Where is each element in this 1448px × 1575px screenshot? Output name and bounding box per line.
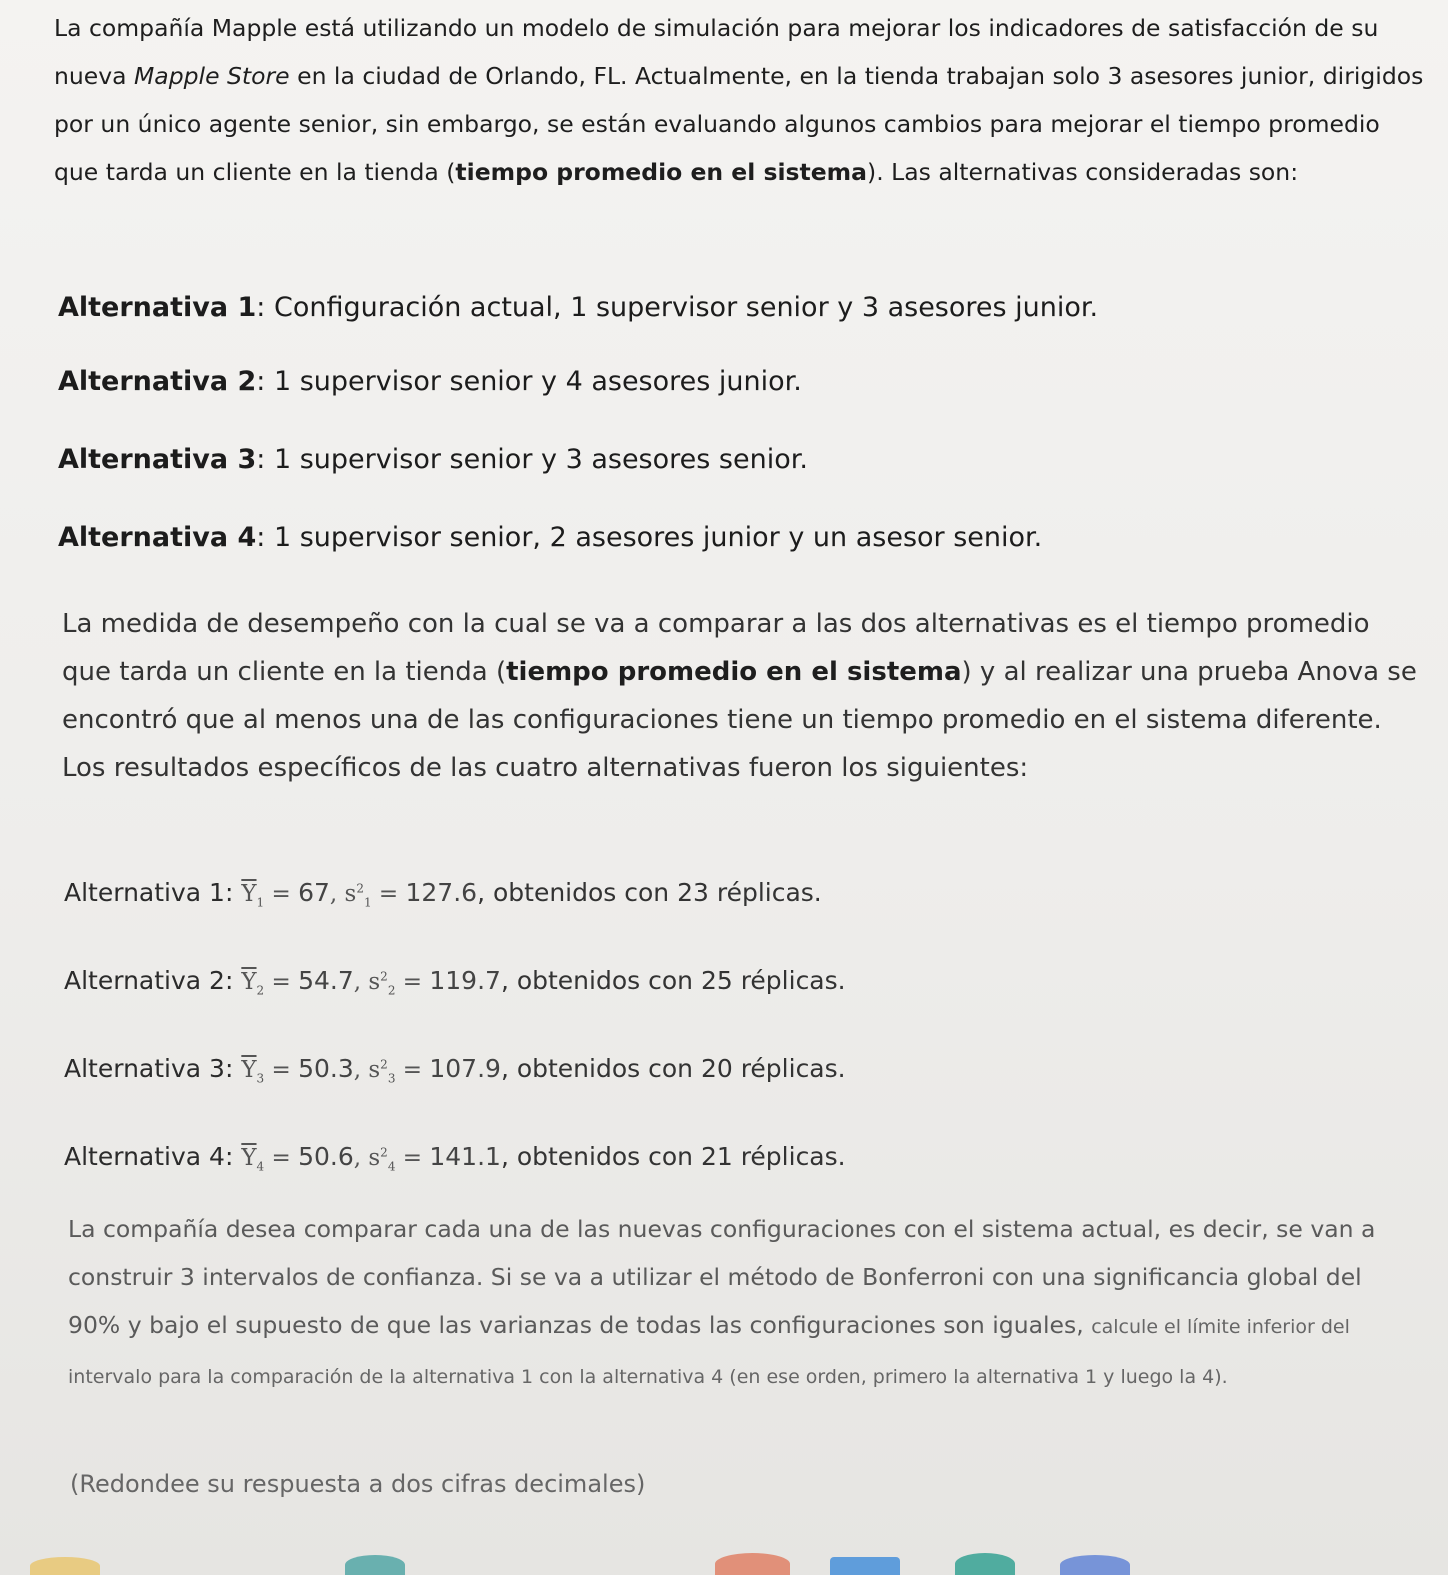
result-4: Alternativa 4: $\overline{Y}_4 = 50.6$, $s^2_4 = 141.1$, obtenidos con 21 réplicas.	[64, 1142, 846, 1174]
intro-bold: tiempo promedio en el sistema	[455, 158, 868, 186]
question-paragraph: La compañía desea comparar cada una de las nuevas configuraciones con el sistema actual, es decir, se van a construir 3 intervalos de confianza. Si se va a utilizar el método de Bonferroni con una significancia global del 90% y bajo el supuesto de que las varianzas de todas las configuraciones son iguales, calcule el límite inferior del intervalo para la comparación de la alternativa 1 con la alternativa 4 (en ese orden, primero la alternativa 1 y luego la 4).	[68, 1215, 1376, 1388]
app-icon[interactable]	[1060, 1555, 1130, 1575]
app-icon[interactable]	[345, 1555, 405, 1575]
option-1: Alternativa 1: Configuración actual, 1 supervisor senior y 3 asesores junior.	[58, 292, 1099, 323]
performance-paragraph: La medida de desempeño con la cual se va a comparar a las dos alternativas es el tiempo promedio que tarda un cliente en la tienda (tiempo promedio en el sistema) y al realizar una prueba Anova se encontró que al menos una de las configuraciones tiene un tiempo promedio en el sistema diferente. Los resultados específicos de las cuatro alternativas fueron los siguientes:	[62, 609, 1417, 783]
intro-text-3: ). Las alternativas consideradas son:	[867, 158, 1299, 186]
store-name: Mapple Store	[134, 62, 290, 90]
result-1: Alternativa 1: $\overline{Y}_1 = 67$, $s^2_1 = 127.6$, obtenidos con 23 réplicas.	[64, 878, 822, 910]
intro-text-1: La compañía Mapple está utilizando un modelo de simulación para mejorar los indicadores de satisfacción de su nueva	[54, 14, 1379, 90]
option-3: Alternativa 3: 1 supervisor senior y 3 asesores senior.	[58, 444, 808, 475]
app-icon[interactable]	[715, 1553, 790, 1575]
result-2: Alternativa 2: $\overline{Y}_2 = 54.7$, $s^2_2 = 119.7$, obtenidos con 25 réplicas.	[64, 966, 846, 998]
intro-text-2: en la ciudad de Orlando, FL. Actualmente, en la tienda trabajan solo 3 asesores junior, dirigidos por un único agente senior, sin embargo, se están evaluando algunos cambios para mejorar el tiempo promedio que tarda un cliente en la tienda (	[54, 62, 1424, 186]
app-icon[interactable]	[30, 1557, 100, 1575]
intro-paragraph	[54, 4, 1424, 196]
app-icon[interactable]	[955, 1553, 1015, 1575]
taskbar	[0, 1540, 1448, 1575]
result-3: Alternativa 3: $\overline{Y}_3 = 50.3$, $s^2_3 = 107.9$, obtenidos con 20 réplicas.	[64, 1054, 846, 1086]
option-4: Alternativa 4: 1 supervisor senior, 2 asesores junior y un asesor senior.	[58, 522, 1043, 553]
app-icon[interactable]	[830, 1557, 900, 1575]
para2-bold: tiempo promedio en el sistema	[506, 657, 962, 687]
option-2: Alternativa 2: 1 supervisor senior y 4 asesores junior.	[58, 366, 802, 397]
rounding-note: (Redondee su respuesta a dos cifras decimales)	[70, 1470, 646, 1498]
